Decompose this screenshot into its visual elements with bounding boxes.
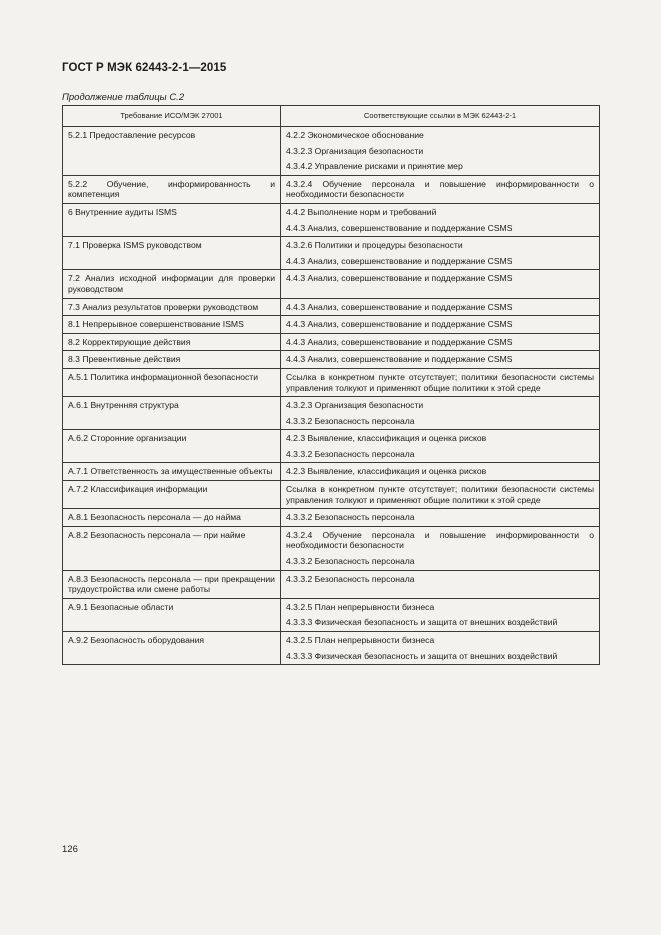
reference-cell [281, 270, 600, 298]
reference-item: 4.2.3 Выявление, классификация и оценка рисков [286, 433, 487, 444]
requirement-cell: 5.2.2 Обучение, информированность и компетенция [63, 175, 281, 203]
reference-cell [281, 368, 600, 396]
reference-item: 4.4.3 Анализ, совершенствование и поддержание CSMS [286, 301, 513, 312]
reference-item: 4.3.3.2 Безопасность персонала [286, 573, 415, 584]
page-number: 126 [62, 844, 78, 855]
table-row [63, 598, 600, 631]
requirement-cell: А.7.1 Ответственность за имущественные объекты [63, 463, 281, 481]
table-row [63, 526, 600, 570]
reference-item: 4.3.2.3 Организация безопасности [286, 145, 424, 156]
table-row [63, 175, 600, 203]
reference-item: 4.4.3 Анализ, совершенствование и поддержание CSMS [286, 354, 513, 365]
reference-item: Ссылка в конкретном пункте отсутствует; политики безопасности системы управления толкуют и применяют общие политики к этой среде [286, 371, 594, 393]
document-title: ГОСТ Р МЭК 62443-2-1—2015 [62, 62, 227, 74]
table-row [63, 430, 600, 463]
table-row [63, 632, 600, 665]
reference-cell [281, 351, 600, 369]
requirements-table [62, 105, 600, 665]
reference-cell [281, 632, 600, 665]
table-row [63, 509, 600, 527]
reference-cell [281, 463, 600, 481]
reference-cell [281, 570, 600, 598]
requirement-cell: А.8.1 Безопасность персонала — до найма [63, 509, 281, 527]
reference-item: 4.4.3 Анализ, совершенствование и поддержание CSMS [286, 319, 513, 330]
table-row [63, 397, 600, 430]
reference-cell [281, 203, 600, 236]
reference-item: 4.4.2 Выполнение норм и требований [286, 206, 437, 217]
reference-cell [281, 598, 600, 631]
reference-item: 4.3.2.5 План непрерывности бизнеса [286, 601, 435, 612]
requirement-cell: А.9.2 Безопасность оборудования [63, 632, 281, 665]
reference-cell [281, 175, 600, 203]
reference-item: 4.3.2.4 Обучение персонала и повышение информированности о необходимости безопасности [286, 529, 594, 551]
reference-item: 4.3.3.3 Физическая безопасность и защита от внешних воздействий [286, 617, 558, 628]
requirement-cell: А.8.2 Безопасность персонала — при найме [63, 526, 281, 570]
reference-item: Ссылка в конкретном пункте отсутствует; политики безопасности системы управления толкуют и применяют общие политики к этой среде [286, 484, 594, 505]
reference-item: 4.4.3 Анализ, совершенствование и поддержание CSMS [286, 255, 513, 266]
reference-item: 4.3.4.2 Управление рисками и принятие мер [286, 161, 463, 172]
requirement-cell: А.7.2 Классификация информации [63, 481, 281, 509]
table-caption: Продолжение таблицы С.2 [62, 92, 185, 103]
table-row [63, 203, 600, 236]
column-header-iec62443: Соответствующие ссылки в МЭК 62443-2-1 [281, 106, 600, 127]
requirement-cell: 8.3 Превентивные действия [63, 351, 281, 369]
reference-item: 4.4.3 Анализ, совершенствование и поддержание CSMS [286, 273, 513, 284]
requirement-cell: 6 Внутренние аудиты ISMS [63, 203, 281, 236]
reference-cell [281, 333, 600, 351]
table-row [63, 270, 600, 298]
reference-item: 4.3.3.2 Безопасность персонала [286, 512, 415, 523]
reference-cell [281, 526, 600, 570]
reference-item: 4.3.3.2 Безопасность персонала [286, 556, 415, 567]
reference-item: 4.4.3 Анализ, совершенствование и поддержание CSMS [286, 222, 513, 233]
table-row [63, 237, 600, 270]
requirement-cell: А.5.1 Политика информационной безопасности [63, 368, 281, 396]
requirement-cell: А.8.3 Безопасность персонала — при прекращении трудоустройства или смене работы [63, 570, 281, 598]
reference-item: 4.3.2.6 Политики и процедуры безопасности [286, 240, 463, 251]
table-row [63, 463, 600, 481]
reference-cell [281, 316, 600, 334]
reference-cell [281, 298, 600, 316]
requirement-cell: А.9.1 Безопасные области [63, 598, 281, 631]
table-body [63, 127, 600, 665]
reference-cell [281, 481, 600, 509]
reference-item: 4.3.2.3 Организация безопасности [286, 400, 424, 411]
requirement-cell: А.6.2 Сторонние организации [63, 430, 281, 463]
table-row [63, 127, 600, 176]
table-row [63, 333, 600, 351]
requirement-cell: 5.2.1 Предоставление ресурсов [63, 127, 281, 176]
reference-item: 4.3.3.2 Безопасность персонала [286, 415, 415, 426]
reference-cell [281, 509, 600, 527]
table-row [63, 481, 600, 509]
reference-item: 4.3.2.5 План непрерывности бизнеса [286, 635, 435, 645]
reference-cell [281, 127, 600, 176]
table-row [63, 298, 600, 316]
column-header-iso27001: Требование ИСО/МЭК 27001 [63, 106, 281, 127]
reference-item: 4.4.3 Анализ, совершенствование и поддержание CSMS [286, 336, 513, 347]
reference-item: 4.3.3.3 Физическая безопасность и защита от внешних воздействий [286, 650, 558, 661]
requirement-cell: 7.1 Проверка ISMS руководством [63, 237, 281, 270]
table-row [63, 570, 600, 598]
reference-item: 4.3.3.2 Безопасность персонала [286, 448, 415, 459]
requirement-cell: 8.2 Корректирующие действия [63, 333, 281, 351]
table-header-row [63, 106, 600, 127]
reference-item: 4.2.2 Экономическое обоснование [286, 130, 424, 140]
reference-item: 4.2.3 Выявление, классификация и оценка рисков [286, 466, 487, 477]
reference-cell [281, 397, 600, 430]
reference-item: 4.3.2.4 Обучение персонала и повышение информированности о необходимости безопасности [286, 178, 594, 200]
table-row [63, 316, 600, 334]
requirement-cell: 7.3 Анализ результатов проверки руководством [63, 298, 281, 316]
reference-cell [281, 237, 600, 270]
reference-cell [281, 430, 600, 463]
table-row [63, 351, 600, 369]
table-row [63, 368, 600, 396]
requirement-cell: 7.2 Анализ исходной информации для проверки руководством [63, 270, 281, 298]
requirement-cell: 8.1 Непрерывное совершенствование ISMS [63, 316, 281, 334]
requirement-cell: А.6.1 Внутренняя структура [63, 397, 281, 430]
